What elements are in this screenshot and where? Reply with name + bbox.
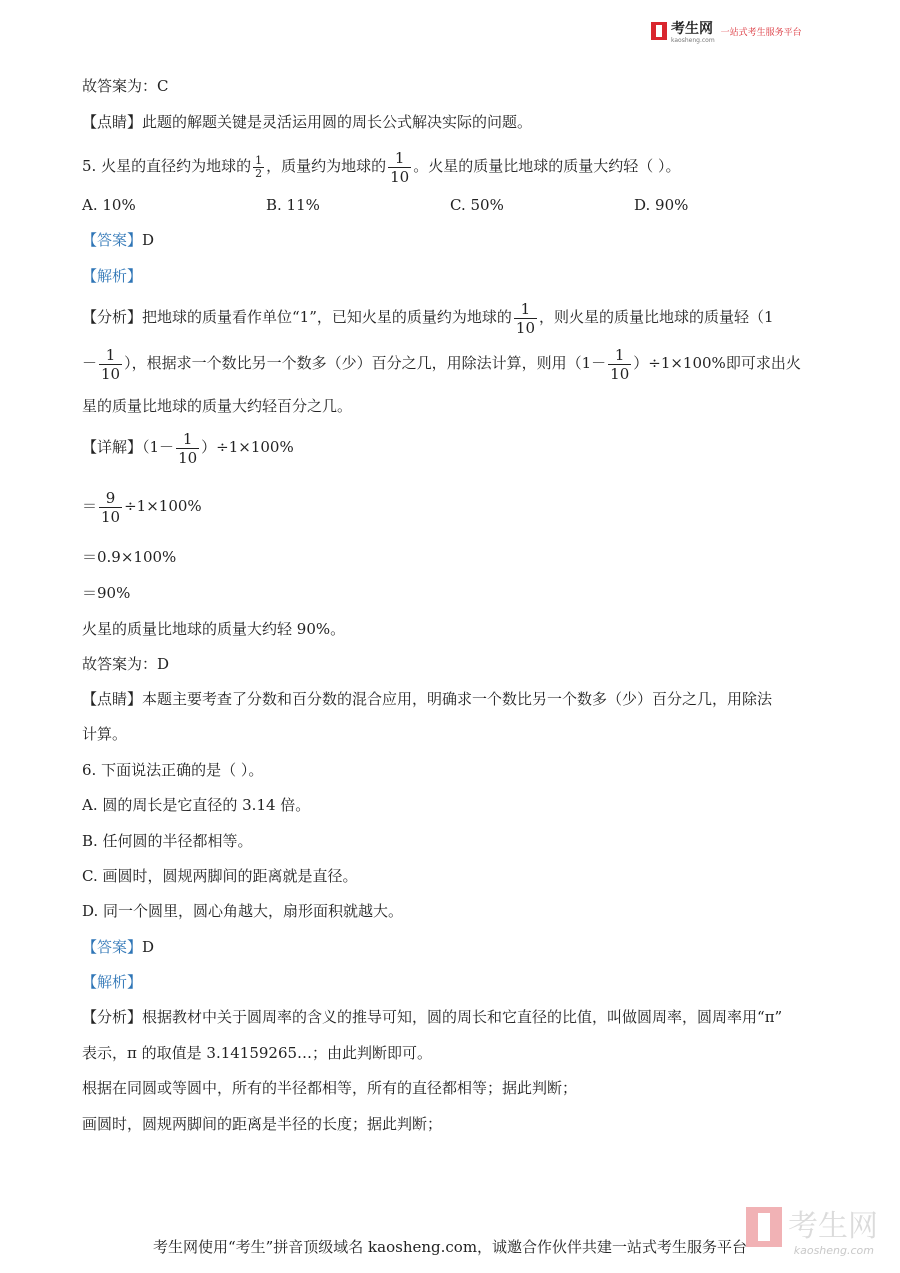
q4-tip [82, 112, 532, 132]
watermark-domain: kaosheng.com [793, 1244, 874, 1257]
q5-stem [82, 146, 680, 186]
fenxi-tag: 【分析】 [82, 308, 143, 326]
q5-stem-part: 5. 火星的直径约为地球的 [82, 157, 252, 175]
q5-tip-line2: 计算。 [82, 725, 128, 743]
answer-value: D [142, 231, 155, 249]
q5-stem-part: ，质量约为地球的 [266, 157, 387, 175]
q6-answer [82, 937, 154, 957]
frac-num: 1 [176, 430, 199, 449]
header-logo [651, 18, 802, 44]
q6-analysis-tag: 【解析】 [82, 973, 143, 991]
tip-tag: 【点睛】 [82, 690, 143, 708]
q6-option-c: C. 画圆时，圆规两脚间的距离就是直径。 [82, 867, 358, 885]
q5-stem-part: 。火星的质量比地球的质量大约轻（ ）。 [413, 157, 681, 175]
q5-option-a: A. 10% [82, 196, 136, 214]
fenxi-text: － [82, 354, 98, 372]
answer-tag: 【答案】 [82, 938, 143, 956]
q6-fenxi-line4: 画圆时，圆规两脚间的距离是半径的长度；据此判断； [82, 1115, 443, 1133]
q5-step3: ＝90% [82, 584, 131, 602]
detail-text: ）÷1×100% [201, 438, 294, 456]
step-text: ＝ [82, 497, 98, 515]
fraction [253, 155, 264, 180]
q5-analysis-tag: 【解析】 [82, 267, 143, 285]
detail-text: （1－ [142, 438, 175, 456]
frac-den: 10 [390, 167, 410, 186]
step-text: ÷1×100% [124, 497, 202, 515]
frac-num: 1 [608, 346, 631, 365]
fraction [99, 489, 122, 526]
q6-fenxi-line1 [82, 1007, 782, 1027]
q5-option-b: B. 11% [266, 196, 320, 214]
q5-fenxi-line2 [82, 343, 801, 383]
fenxi-text: ，则火星的质量比地球的质量轻（1 [539, 308, 774, 326]
logo-domain: kaosheng.com [671, 37, 715, 44]
fenxi-text: ），根据求一个数比另一个数多（少）百分之几，用除法计算，则用（1－ [124, 354, 607, 372]
q4-answer-line: 故答案为：C [82, 77, 169, 95]
tip-tag: 【点睛】 [82, 113, 143, 131]
q5-fenxi-line3: 星的质量比地球的质量大约轻百分之几。 [82, 397, 353, 415]
answer-value: D [142, 938, 155, 956]
detail-tag: 【详解】 [82, 438, 143, 456]
frac-num: 1 [514, 300, 537, 319]
frac-den: 10 [101, 364, 121, 383]
fraction [176, 430, 199, 467]
header-slogan: 一站式考生服务平台 [720, 27, 802, 38]
fraction [388, 149, 411, 186]
tip-text: 本题主要考查了分数和百分数的混合应用，明确求一个数比另一个数多（少）百分之几，用除法 [142, 690, 773, 708]
q5-detail [82, 427, 294, 467]
fraction [608, 346, 631, 383]
q5-answer [82, 230, 154, 250]
frac-num: 9 [99, 489, 122, 508]
frac-den: 10 [515, 318, 535, 337]
frac-num: 1 [388, 149, 411, 168]
q6-fenxi-line2: 表示，π 的取值是 3.14159265…；由此判断即可。 [82, 1044, 433, 1062]
q5-step1 [82, 486, 202, 526]
frac-num: 1 [99, 346, 122, 365]
q5-option-c: C. 50% [450, 196, 504, 214]
logo-text: 考生网 [671, 21, 713, 37]
fraction [514, 300, 537, 337]
tip-text: 此题的解题关键是灵活运用圆的周长公式解决实际的问题。 [142, 113, 533, 131]
fenxi-text: 根据教材中关于圆周率的含义的推导可知，圆的周长和它直径的比值，叫做圆周率，圆周率用“π” [142, 1008, 783, 1026]
q5-answer-line: 故答案为：D [82, 655, 170, 673]
page-footer: 考生网使用“考生”拼音顶级域名 kaosheng.com，诚邀合作伙伴共建一站式考生服务平台 [152, 1238, 748, 1256]
frac-den: 10 [101, 507, 121, 526]
q6-stem: 6. 下面说法正确的是（ ）。 [82, 761, 264, 779]
q6-option-d: D. 同一个圆里，圆心角越大，扇形面积就越大。 [82, 902, 404, 920]
fraction [99, 346, 122, 383]
fenxi-text: 把地球的质量看作单位“1”，已知火星的质量约为地球的 [142, 308, 512, 326]
q5-fenxi-line1 [82, 297, 774, 337]
q5-conclusion: 火星的质量比地球的质量大约轻 90%。 [82, 620, 346, 638]
frac-num: 1 [255, 153, 263, 167]
frac-den: 10 [178, 448, 198, 467]
q5-tip-line1 [82, 689, 772, 709]
q6-option-a: A. 圆的周长是它直径的 3.14 倍。 [82, 796, 311, 814]
answer-tag: 【答案】 [82, 231, 143, 249]
q6-option-b: B. 任何圆的半径都相等。 [82, 832, 253, 850]
watermark-text: 考生网 [788, 1209, 878, 1244]
fenxi-text: ）÷1×100%即可求出火 [633, 354, 801, 372]
q5-option-d: D. 90% [634, 196, 689, 214]
q6-fenxi-line3: 根据在同圆或等圆中，所有的半径都相等，所有的直径都相等；据此判断； [82, 1079, 578, 1097]
kaosheng-logo-icon [651, 22, 667, 40]
q5-step2: ＝0.9×100% [82, 548, 177, 566]
logo-text-block [667, 18, 715, 44]
frac-den: 10 [610, 364, 630, 383]
frac-den: 2 [255, 166, 263, 180]
fenxi-tag: 【分析】 [82, 1008, 143, 1026]
